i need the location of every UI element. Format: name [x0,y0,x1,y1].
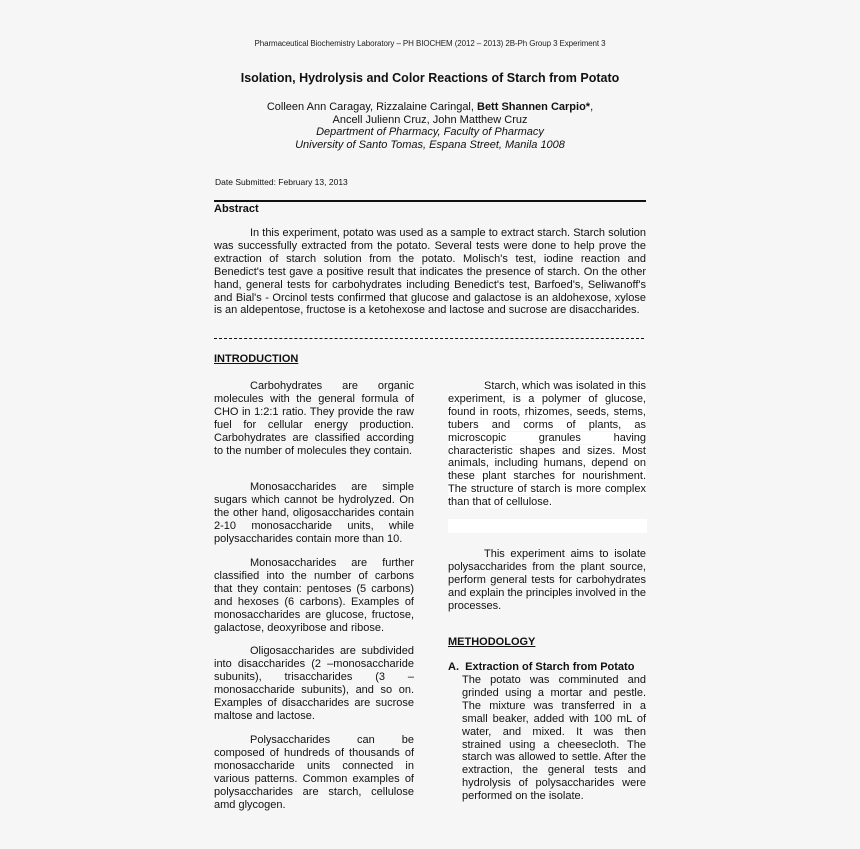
intro-paragraph-aim-text: This experiment aims to isolate polysaccharides from the plant source, perform general tests for carbohydrates and explain the principles involved in the processes. [448,548,646,612]
section-title: Extraction of Starch from Potato [465,661,635,673]
introduction-heading-wrap [214,353,414,366]
author-block [200,101,660,151]
blank-highlight-box [448,519,647,533]
intro-paragraph-1-text: Carbohydrates are organic molecules with the general formula of CHO in 1:2:1 ratio. They provide the raw fuel for cellular energy production. Carbohydrates are classified according to the number of molecules they contain. [214,380,414,457]
abstract-heading: Abstract [214,203,259,215]
department: Department of Pharmacy, Faculty of Pharmacy [316,126,544,139]
intro-paragraph-5 [214,734,414,811]
methodology-subheading [448,661,646,674]
section-label: A. [448,661,459,673]
intro-paragraph-3 [214,557,414,634]
abstract-text: In this experiment, potato was used as a sample to extract starch. Starch solution was successfully extracted from the potato. Several tests were done to help prove the extraction of starch solution from the potato. Molisch's test, iodine reaction and Benedict's test gave a positive result that indicates the presence of starch. On the other hand, general tests for carbohydrates including Benedict's test, Barfoed's, Seliwanoff's and Bial's - Orcinol tests confirmed that glucose and galactose is an aldohexose, xylose is an aldepentose, fructose is a ketohexose and lactose and sucrose are disaccharides. [214,227,646,317]
intro-paragraph-aim [448,548,646,613]
university: University of Santo Tomas, Espana Street, Manila 1008 [295,138,565,151]
authors-comma: , [590,101,594,113]
methodology-heading: METHODOLOGY [448,636,536,648]
introduction-heading: INTRODUCTION [214,353,299,365]
running-header: Pharmaceutical Biochemistry Laboratory – PH BIOCHEM (2012 – 2013) 2B-Ph Group 3 Experiment 3 [254,39,606,48]
authors-line-1 [200,101,660,114]
paper-title: Isolation, Hydrolysis and Color Reactions of Starch from Potato [240,71,620,85]
abstract-body [214,227,646,317]
corresponding-author: Bett Shannen Carpio* [477,101,591,113]
intro-paragraph-4-text: Oligosaccharides are subdivided into disaccharides (2 –monosaccharide subunits), trisaccharides (3 – monosaccharide subunits), and so on. Examples of disaccharides are sucrose maltose and lactose. [214,645,414,722]
abstract-bottom-rule [214,338,644,339]
intro-paragraph-starch [448,380,646,509]
intro-paragraph-starch-text: Starch, which was isolated in this experiment, is a polymer of glucose, found in roots, rhizomes, seeds, stems, tubers and corms of plants, as microscopic granules having characteristic shapes and sizes. Most animals, including humans, depend on these plant starches for nourishment. The structure of starch is more complex than that of cellulose. [448,380,646,509]
intro-paragraph-3-text: Monosaccharides are further classified into the number of carbons that they contain: pentoses (5 carbons) and hexoses (6 carbons). Examples of monosaccharides are glucose, fructose, galactose, deoxyribose and ribose. [214,557,414,634]
abstract-top-rule [214,200,646,202]
intro-paragraph-4 [214,645,414,722]
methodology-section-a-body: The potato was comminuted and grinded using a mortar and pestle. The mixture was transferred in a small beaker, added with 100 mL of water, and mixed. It was then strained using a cheesecloth. The starch was allowed to settle. After the extraction, the general tests and hydrolysis of polysaccharides were performed on the isolate. [462,674,646,803]
intro-paragraph-5-text: Polysaccharides can be composed of hundreds of thousands of monosaccharide units connected in various patterns. Common examples of polysaccharides are starch, cellulose amd glycogen. [214,734,414,811]
date-submitted: Date Submitted: February 13, 2013 [215,177,348,187]
intro-paragraph-2-text: Monosaccharides are simple sugars which cannot be hydrolyzed. On the other hand, oligosaccharides contain 2-10 monosaccharide units, while polysaccharides contain more than 10. [214,481,414,545]
authors-plain: Colleen Ann Caragay, Rizzalaine Caringal, [266,101,477,113]
intro-paragraph-2 [214,481,414,546]
methodology-heading-wrap [448,636,646,649]
authors-line-2: Ancell Julienn Cruz, John Matthew Cruz [332,113,528,126]
intro-paragraph-1 [214,380,414,457]
